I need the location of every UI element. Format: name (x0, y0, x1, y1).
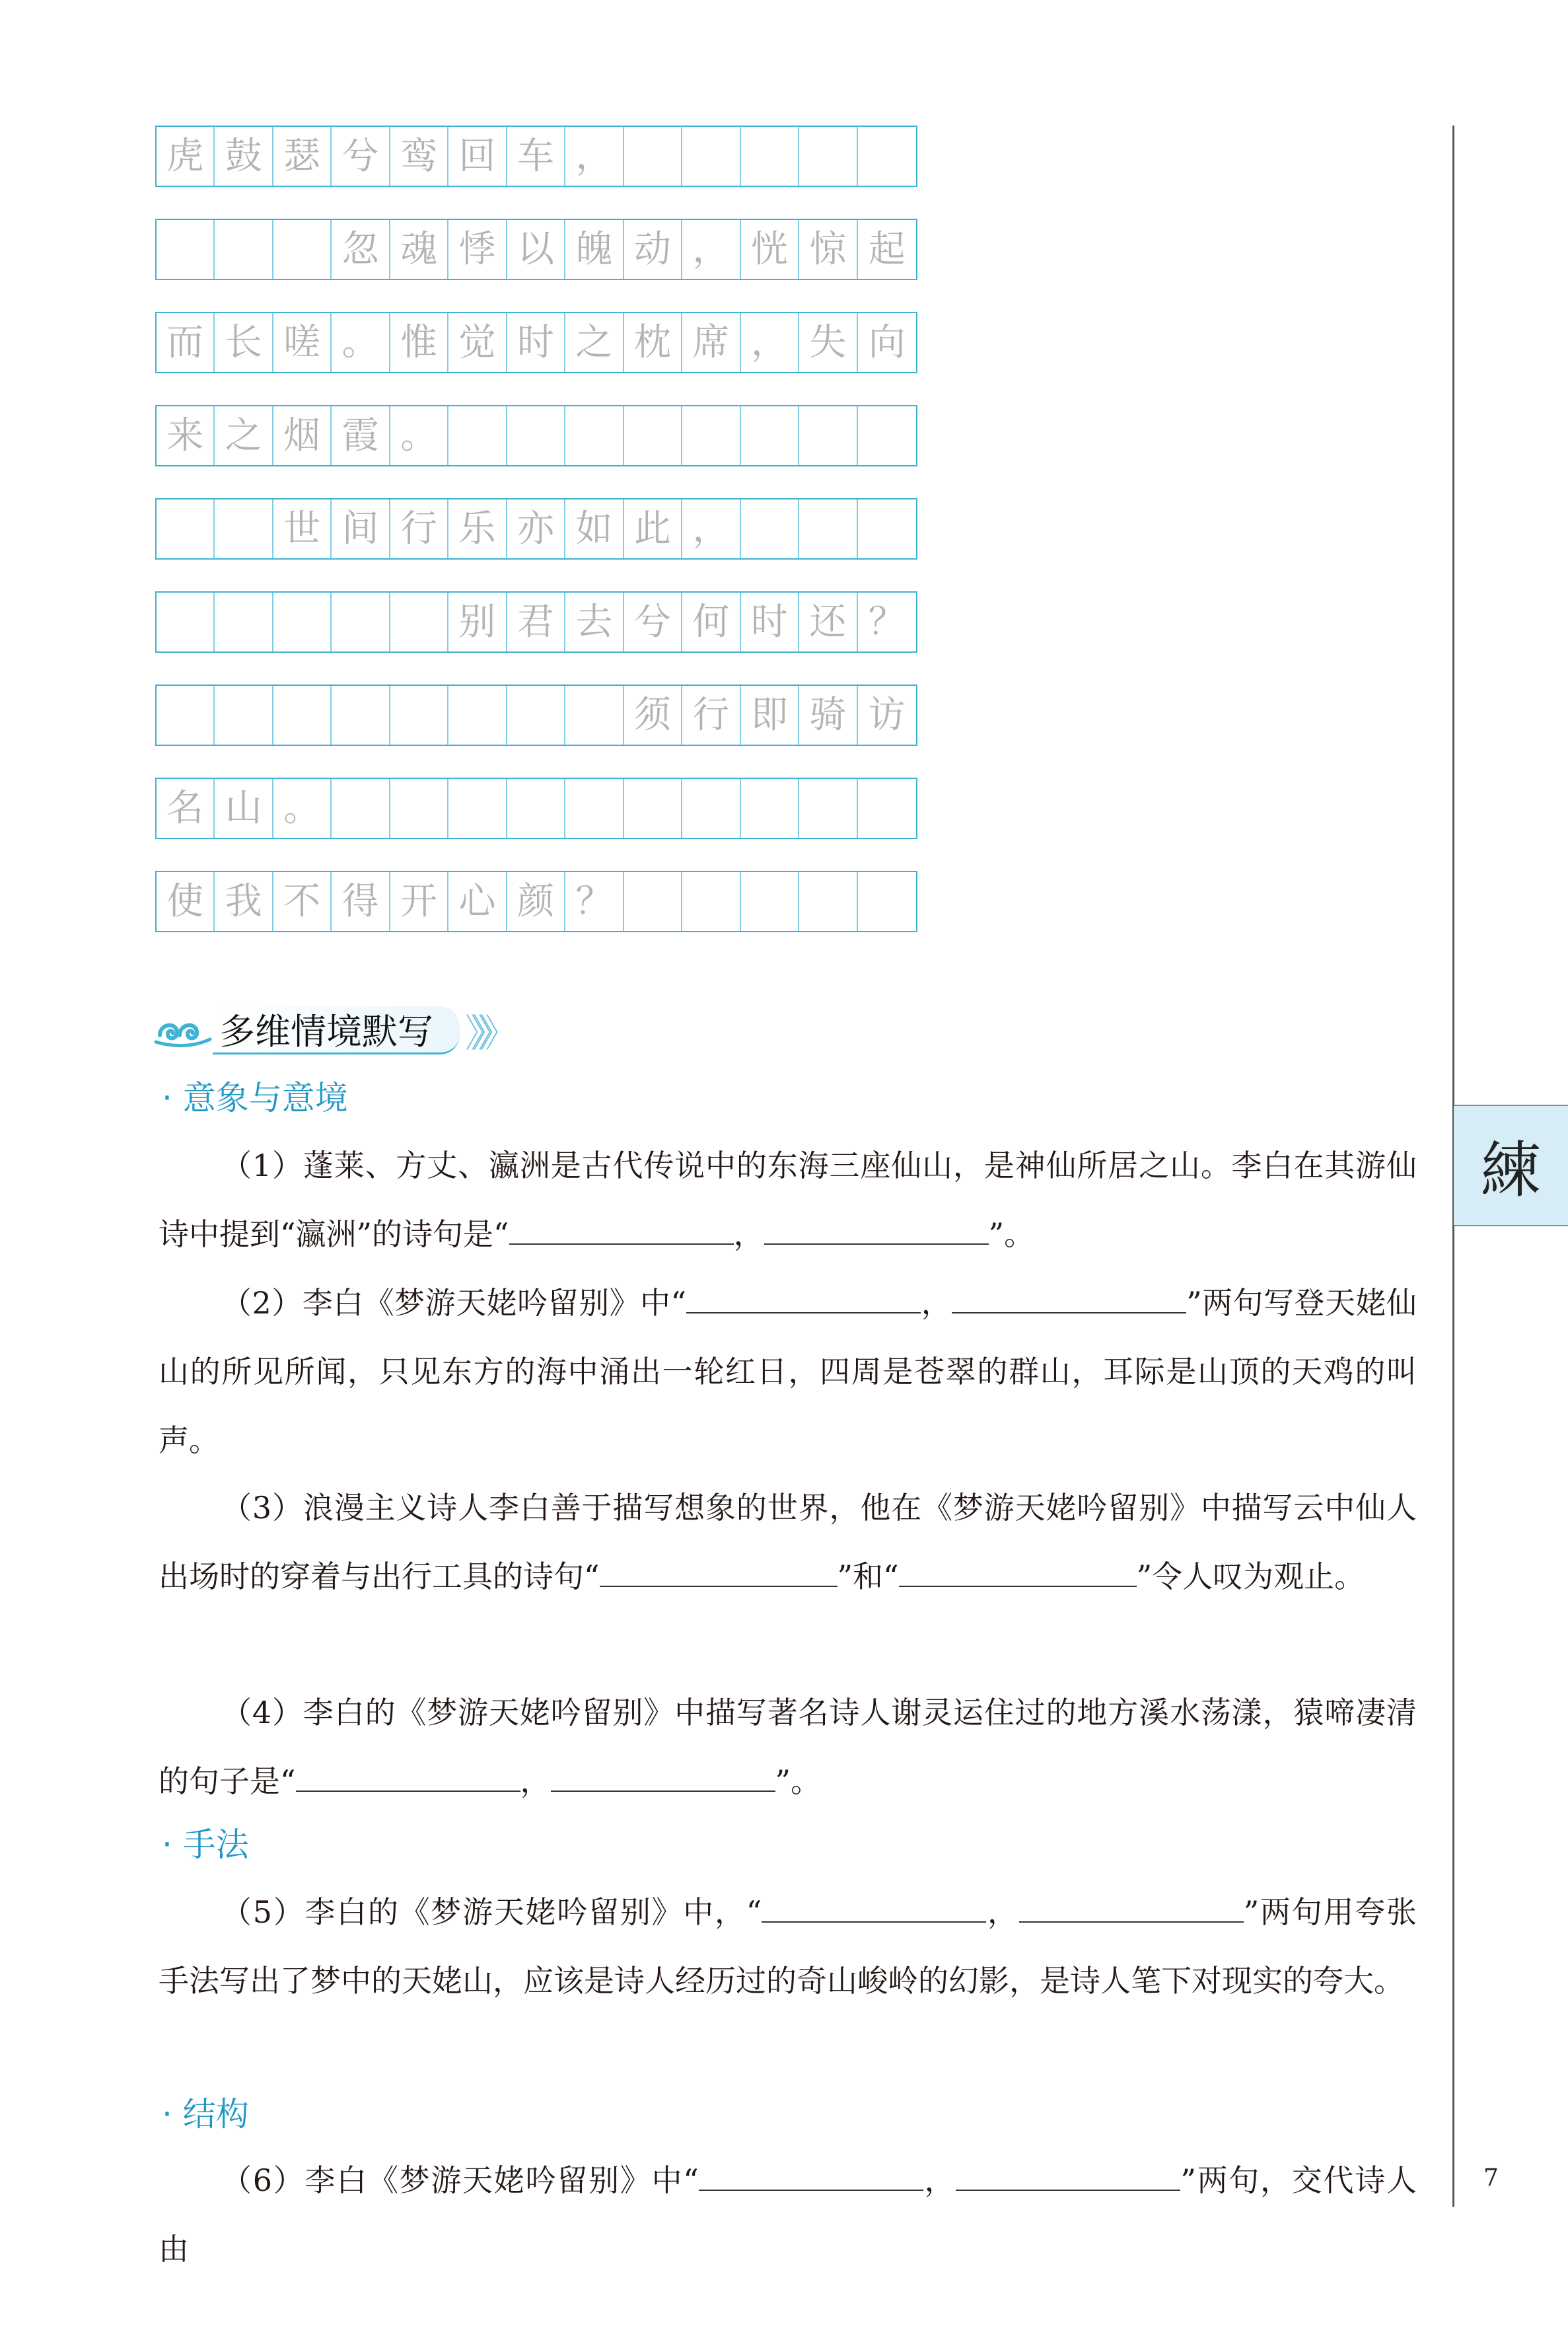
grid-cell: 还 (799, 593, 857, 651)
grid-cell (507, 406, 565, 465)
answer-blank[interactable] (296, 1765, 520, 1792)
grid-cell (215, 593, 273, 651)
grid-cell (390, 779, 448, 838)
grid-cell (157, 686, 215, 745)
grid-cell: 世 (273, 499, 332, 558)
grid-cell (565, 686, 624, 745)
grid-cell (799, 872, 857, 931)
grid-cell: ？ (565, 872, 624, 931)
grid-cell: ， (565, 127, 624, 186)
question-6: （6）李白《梦游天姥吟留别》中“ ， ”两句，交代诗人由 (159, 2162, 1417, 2267)
grid-cell: 兮 (624, 593, 682, 651)
answer-blank[interactable] (952, 1287, 1186, 1313)
grid-cell (682, 872, 740, 931)
grid-cell (682, 779, 740, 838)
grid-cell (799, 127, 857, 186)
grid-cell (448, 406, 507, 465)
grid-cell (507, 779, 565, 838)
grid-cell (157, 499, 215, 558)
grid-cell: 如 (565, 499, 624, 558)
grid-cell (332, 779, 390, 838)
grid-cell: 不 (273, 872, 332, 931)
grid-cell: 须 (624, 686, 682, 745)
grid-cell (858, 872, 916, 931)
grid-row (155, 498, 917, 560)
grid-cell: 来 (157, 406, 215, 465)
grid-cell: 惟 (390, 313, 448, 372)
grid-cell (215, 499, 273, 558)
question-1: （1）蓬莱、方丈、瀛洲是古代传说中的东海三座仙山，是神仙所居之山。李白在其游仙诗中提到“瀛洲”的诗句是“ ， ”。 (159, 1148, 1417, 1252)
grid-row (155, 219, 917, 280)
answer-blank[interactable] (551, 1765, 775, 1792)
grid-cell: 之 (215, 406, 273, 465)
grid-cell: ， (741, 313, 799, 372)
grid-cell (273, 686, 332, 745)
grid-cell: 以 (507, 220, 565, 279)
grid-cell: 。 (332, 313, 390, 372)
grid-cell: 我 (215, 872, 273, 931)
grid-row (155, 126, 917, 187)
grid-cell (332, 593, 390, 651)
grid-cell: 魄 (565, 220, 624, 279)
grid-row (155, 778, 917, 839)
grid-cell: 长 (215, 313, 273, 372)
grid-cell: 君 (507, 593, 565, 651)
grid-cell: 骑 (799, 686, 857, 745)
page-number: 7 (1483, 2164, 1499, 2192)
section-header (153, 1004, 506, 1056)
grid-cell: ？ (868, 600, 906, 644)
grid-cell (741, 872, 799, 931)
answer-blank[interactable] (764, 1218, 989, 1245)
grid-cell: 车 (507, 127, 565, 186)
grid-cell: 去 (565, 593, 624, 651)
grid-cell: 即 (741, 686, 799, 745)
grid-cell (157, 220, 215, 279)
grid-cell (565, 406, 624, 465)
copy-grid (155, 126, 917, 964)
grid-cell: 时 (741, 593, 799, 651)
grid-cell: 行 (390, 499, 448, 558)
grid-cell: 开 (390, 872, 448, 931)
grid-cell (799, 406, 857, 465)
grid-cell (624, 872, 682, 931)
grid-row (155, 312, 917, 373)
answer-blank[interactable] (1019, 1896, 1244, 1923)
grid-cell (624, 406, 682, 465)
grid-cell: 觉 (448, 313, 507, 372)
question-5: （5）李白的《梦游天姥吟留别》中，“ ， ”两句用夸张手法写出了梦中的天姥山，应该是诗人经历过的奇山峻岭的幻影，是诗人笔下对现实的夸大。 (159, 1894, 1417, 1999)
grid-cell (682, 127, 740, 186)
grid-cell (799, 499, 857, 558)
grid-cell (215, 220, 273, 279)
grid-cell (858, 779, 916, 838)
grid-cell (741, 779, 799, 838)
grid-cell (624, 127, 682, 186)
grid-cell: 回 (448, 127, 507, 186)
grid-cell (332, 686, 390, 745)
grid-row (155, 684, 917, 746)
grid-cell: 间 (332, 499, 390, 558)
grid-cell: 而 (157, 313, 215, 372)
grid-cell (273, 220, 332, 279)
grid-cell: 心 (448, 872, 507, 931)
question-4: （4）李白的《梦游天姥吟留别》中描写著名诗人谢灵运住过的地方溪水荡漾，猿啼凄清的句子是“ ， ”。 (159, 1695, 1417, 1799)
grid-cell: 瑟 (273, 127, 332, 186)
grid-cell: 乐 (448, 499, 507, 558)
grid-cell: 使 (157, 872, 215, 931)
grid-cell: 时 (507, 313, 565, 372)
question-3: （3）浪漫主义诗人李白善于描写想象的世界，他在《梦游天姥吟留别》中描写云中仙人出场时的穿着与出行工具的诗句“ ”和“ ”令人叹为观止。 (159, 1490, 1417, 1594)
subsection-structure: · 结构 (162, 2095, 249, 2133)
grid-cell: 。 (390, 406, 448, 465)
answer-blank[interactable] (699, 2164, 923, 2191)
grid-cell: 别 (448, 593, 507, 651)
grid-cell: 席 (682, 313, 740, 372)
grid-cell (273, 593, 332, 651)
grid-cell (858, 499, 916, 558)
cloud-swirl-icon (153, 1010, 213, 1050)
grid-cell: 。 (273, 779, 332, 838)
grid-cell (390, 593, 448, 651)
grid-cell (858, 127, 916, 186)
grid-cell: 名 (157, 779, 215, 838)
grid-cell: 之 (565, 313, 624, 372)
side-tab-practice: 練 (1454, 1105, 1568, 1226)
grid-cell: 嗟 (273, 313, 332, 372)
grid-cell: 魂 (390, 220, 448, 279)
grid-cell (741, 499, 799, 558)
grid-cell: 失 (799, 313, 857, 372)
grid-cell: 恍 (741, 220, 799, 279)
grid-cell: 虎 (157, 127, 215, 186)
grid-cell: 霞 (332, 406, 390, 465)
answer-blank[interactable] (600, 1561, 837, 1587)
grid-cell: 鼓 (215, 127, 273, 186)
grid-row (155, 871, 917, 932)
grid-cell (858, 406, 916, 465)
grid-cell: ， (682, 499, 740, 558)
grid-cell (799, 779, 857, 838)
grid-cell (741, 406, 799, 465)
grid-cell (157, 593, 215, 651)
grid-cell (682, 406, 740, 465)
answer-blank[interactable] (686, 1287, 921, 1313)
grid-cell (565, 779, 624, 838)
grid-cell: 行 (682, 686, 740, 745)
grid-cell: 何 (682, 593, 740, 651)
grid-cell: 向 (868, 320, 906, 364)
grid-cell: 访 (868, 693, 906, 737)
chevron-right-icon: 》》》 (465, 1011, 507, 1056)
grid-row (155, 591, 917, 653)
grid-cell: 悸 (448, 220, 507, 279)
grid-cell: 此 (624, 499, 682, 558)
grid-cell: 动 (624, 220, 682, 279)
subsection-imagery: · 意象与意境 (162, 1079, 348, 1117)
grid-cell (448, 686, 507, 745)
grid-cell (507, 686, 565, 745)
grid-cell: 鸾 (390, 127, 448, 186)
grid-cell (624, 779, 682, 838)
answer-blank[interactable] (899, 1561, 1137, 1587)
grid-cell: 亦 (507, 499, 565, 558)
grid-cell (390, 686, 448, 745)
grid-cell: 得 (332, 872, 390, 931)
grid-cell: 烟 (273, 406, 332, 465)
answer-blank[interactable] (762, 1896, 986, 1923)
grid-cell: 起 (868, 227, 906, 271)
grid-cell: 枕 (624, 313, 682, 372)
grid-cell: 忽 (332, 220, 390, 279)
grid-cell (215, 686, 273, 745)
answer-blank[interactable] (956, 2164, 1180, 2191)
section-title: 多维情境默写 (213, 1006, 460, 1054)
grid-cell (741, 127, 799, 186)
question-2: （2）李白《梦游天姥吟留别》中“ ， ”两句写登天姥仙山的所见所闻，只见东方的海中涌出一轮红日，四周是苍翠的群山，耳际是山顶的天鸡的叫声。 (159, 1285, 1417, 1458)
grid-cell: ， (682, 220, 740, 279)
grid-cell (448, 779, 507, 838)
grid-cell: 兮 (332, 127, 390, 186)
answer-blank[interactable] (509, 1218, 734, 1245)
grid-cell: 惊 (799, 220, 857, 279)
subsection-technique: · 手法 (162, 1826, 249, 1864)
grid-cell: 颜 (507, 872, 565, 931)
grid-row (155, 405, 917, 466)
grid-cell: 山 (215, 779, 273, 838)
